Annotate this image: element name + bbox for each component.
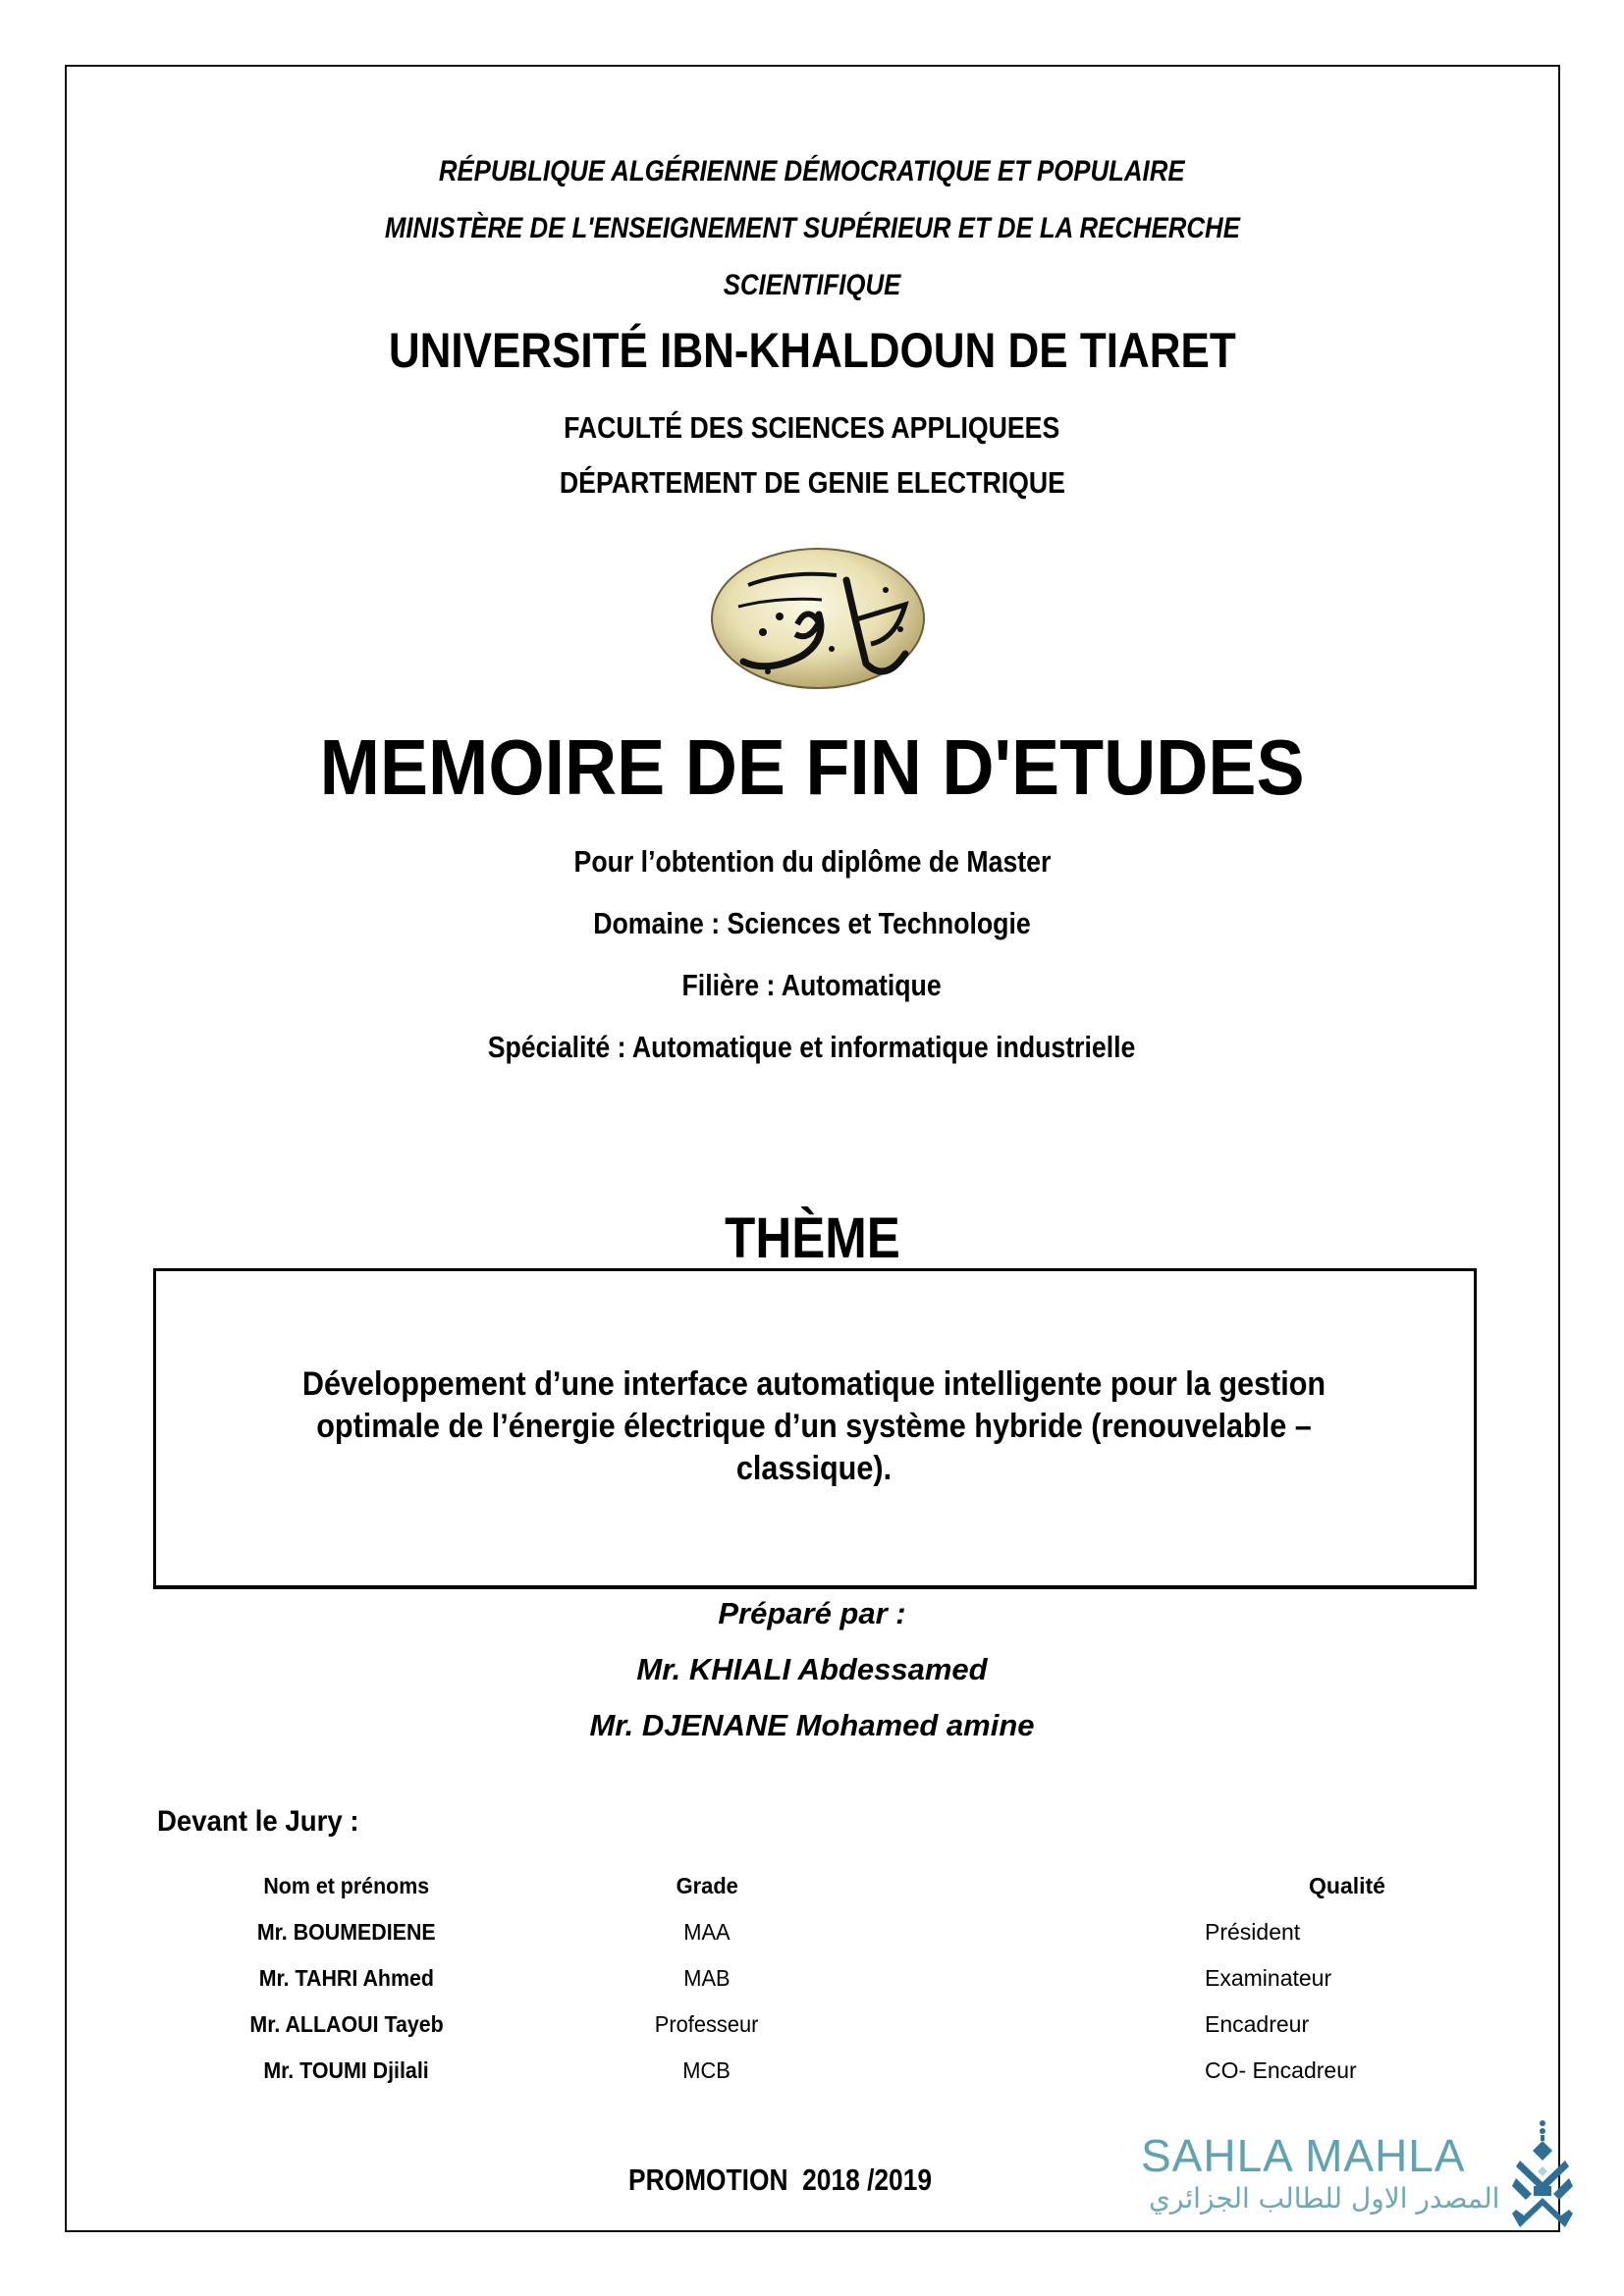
ministry-heading bbox=[0, 212, 1624, 245]
sahla-mahla-watermark bbox=[1141, 2117, 1573, 2230]
jury-role: Encadreur bbox=[1205, 2011, 1310, 2037]
column-header-grade: Grade bbox=[676, 1873, 738, 1898]
university-name bbox=[0, 322, 1624, 379]
diploma-line bbox=[0, 844, 1624, 880]
republic-text: RÉPUBLIQUE ALGÉRIENNE DÉMOCRATIQUE ET POPULAIRE bbox=[439, 155, 1185, 187]
column-header-name: Nom et prénoms bbox=[263, 1873, 430, 1898]
department-text: DÉPARTEMENT DE GENIE ELECTRIQUE bbox=[559, 465, 1065, 500]
department-name bbox=[0, 465, 1624, 501]
jury-label bbox=[157, 1805, 376, 1839]
jury-name: Mr. TAHRI Ahmed bbox=[258, 1965, 435, 1991]
column-header-role: Qualité bbox=[1309, 1873, 1385, 1898]
faculty-name bbox=[0, 410, 1624, 446]
jury-grade: Professeur bbox=[655, 2011, 759, 2037]
author-2 bbox=[0, 1708, 1624, 1743]
document-title-text: MEMOIRE DE FIN D'ETUDES bbox=[319, 723, 1305, 811]
republic-heading bbox=[0, 155, 1624, 188]
theme-line-2: optimale de l’énergie électrique d’un système hybride (renouvelable – bbox=[316, 1408, 1312, 1445]
document-title bbox=[0, 722, 1624, 813]
author-1-name: Mr. KHIALI Abdessamed bbox=[636, 1652, 988, 1686]
promotion-text: PROMOTION 2018 /2019 bbox=[628, 2163, 933, 2197]
jury-role: CO- Encadreur bbox=[1205, 2057, 1357, 2083]
author-2-name: Mr. DJENANE Mohamed amine bbox=[589, 1708, 1035, 1742]
domain-text: Domaine : Sciences et Technologie bbox=[593, 906, 1031, 940]
theme-heading-text: THÈME bbox=[724, 1206, 900, 1270]
filiere-line bbox=[0, 968, 1624, 1003]
faculty-text: FACULTÉ DES SCIENCES APPLIQUEES bbox=[564, 410, 1060, 445]
ministry-text-line2: SCIENTIFIQUE bbox=[723, 269, 901, 301]
specialite-text: Spécialité : Automatique et informatique industrielle bbox=[488, 1030, 1136, 1064]
specialite-line bbox=[0, 1030, 1624, 1065]
ministry-text-line1: MINISTÈRE DE L'ENSEIGNEMENT SUPÉRIEUR ET DE LA RECHERCHE bbox=[384, 212, 1240, 244]
prepared-by-text: Préparé par : bbox=[718, 1596, 906, 1630]
author-1 bbox=[0, 1652, 1624, 1687]
prepared-by-label bbox=[0, 1596, 1624, 1631]
theme-heading bbox=[0, 1205, 1624, 1271]
jury-role: Président bbox=[1205, 1919, 1301, 1945]
filiere-text: Filière : Automatique bbox=[681, 968, 943, 1002]
sahla-mahla-logo-icon bbox=[1512, 2117, 1573, 2230]
theme-line-1: Développement d’une interface automatique intelligente pour la gestion bbox=[301, 1365, 1326, 1403]
promotion-year bbox=[628, 2163, 986, 2198]
theme-line-3: classique). bbox=[735, 1450, 893, 1487]
theme-text bbox=[156, 1363, 1474, 1490]
university-text: UNIVERSITÉ IBN-KHALDOUN DE TIARET bbox=[388, 323, 1236, 378]
jury-role: Examinateur bbox=[1205, 1965, 1332, 1991]
jury-name: Mr. TOUMI Djilali bbox=[263, 2057, 430, 2083]
watermark-title: SAHLA MAHLA bbox=[1141, 2130, 1466, 2181]
jury-label-text: Devant le Jury : bbox=[157, 1805, 359, 1838]
domain-line bbox=[0, 906, 1624, 941]
jury-grade: MCB bbox=[682, 2057, 731, 2083]
ministry-heading-cont bbox=[0, 269, 1624, 302]
university-seal-icon bbox=[709, 546, 927, 691]
jury-name: Mr. ALLAOUI Tayeb bbox=[249, 2011, 444, 2037]
jury-name: Mr. BOUMEDIENE bbox=[257, 1919, 436, 1945]
theme-box bbox=[153, 1268, 1477, 1589]
diploma-text: Pour l’obtention du diplôme de Master bbox=[573, 844, 1051, 879]
watermark-subtitle: المصدر الاول للطالب الجزائري bbox=[1149, 2182, 1500, 2215]
jury-grade: MAA bbox=[683, 1919, 731, 1945]
jury-grade: MAB bbox=[683, 1965, 731, 1991]
page-border bbox=[65, 65, 1560, 2232]
